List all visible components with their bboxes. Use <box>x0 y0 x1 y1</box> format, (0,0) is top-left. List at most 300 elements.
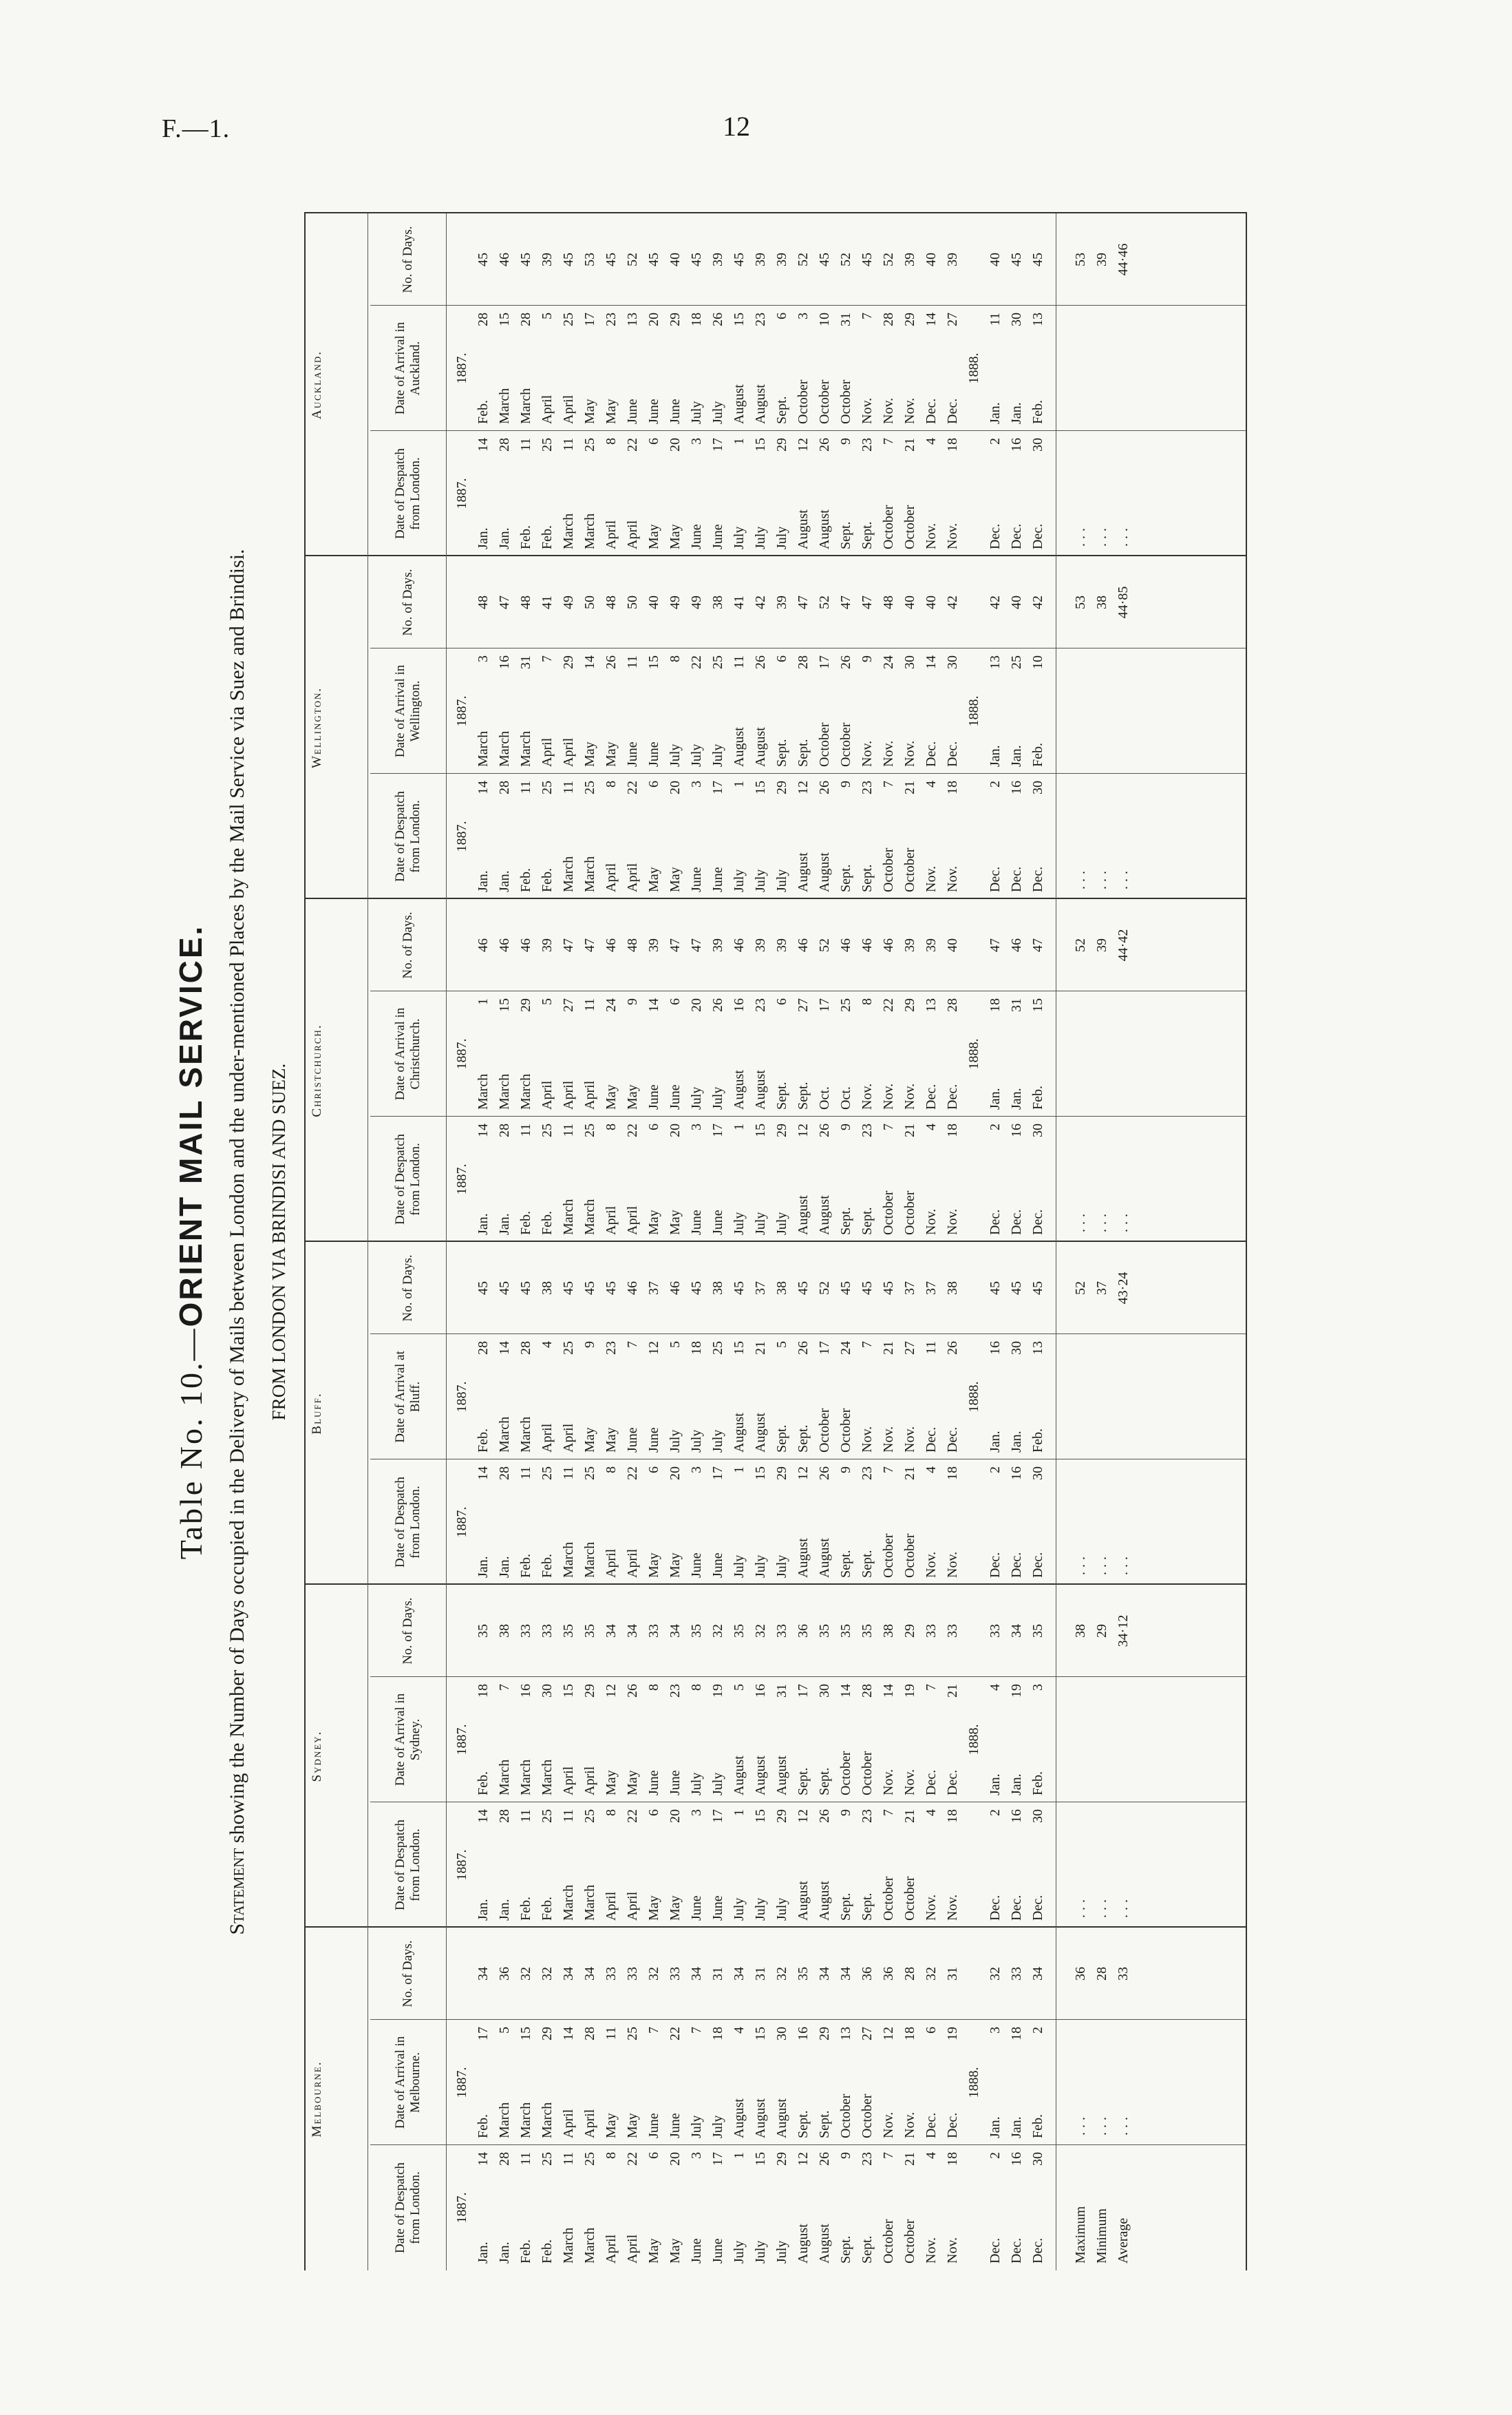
day-text: 23 <box>604 313 619 326</box>
month-text: Jan. <box>497 2242 512 2264</box>
despatch-date <box>707 1802 729 1928</box>
month-text: Dec. <box>1009 2237 1024 2264</box>
day-text: 12 <box>796 1809 811 1823</box>
day-text: 14 <box>497 1341 512 1355</box>
days-value: 47 <box>689 938 704 952</box>
despatch-date <box>515 1459 537 1585</box>
month-text: Dec. <box>1030 2237 1045 2264</box>
day-text: 19 <box>710 1684 725 1698</box>
month-text: August <box>753 727 768 767</box>
despatch-date <box>878 431 899 556</box>
despatch-date <box>729 1117 750 1242</box>
month-text: June <box>646 399 661 424</box>
day-text: 6 <box>774 313 789 319</box>
month-text: June <box>668 1770 683 1795</box>
day-text: 11 <box>561 438 576 452</box>
day-text: 11 <box>518 1124 533 1137</box>
despatch-date <box>857 431 878 556</box>
day-text: 2 <box>988 1466 1003 1473</box>
day-text: 15 <box>732 1341 747 1355</box>
arrival-date <box>558 1334 579 1459</box>
month-text: Dec. <box>945 1426 960 1453</box>
day-text: 24 <box>604 998 619 1012</box>
year-label: 1887. <box>454 1506 469 1538</box>
summary-label: Average <box>1116 2217 1131 2264</box>
column-body <box>451 306 1134 431</box>
arrival-date <box>707 2020 729 2145</box>
day-text: 7 <box>497 1684 512 1691</box>
days-value: 33 <box>668 1967 683 1981</box>
despatch-date <box>665 774 686 899</box>
despatch-date <box>579 2145 601 2270</box>
days-value: 33 <box>540 1624 555 1638</box>
month-text: August <box>732 384 747 424</box>
days-value: 41 <box>540 595 555 609</box>
day-text: 23 <box>860 1809 875 1823</box>
despatch-date <box>707 1117 729 1242</box>
days-value: 38 <box>540 1281 555 1295</box>
despatch-date <box>857 774 878 899</box>
blank-row <box>1113 991 1134 1117</box>
month-text: Dec. <box>988 866 1003 892</box>
month-text: July <box>732 1212 747 1235</box>
column-body <box>451 774 1134 899</box>
day-text: 15 <box>518 2027 533 2040</box>
month-text: March <box>518 730 533 767</box>
arrival-date <box>985 991 1006 1117</box>
arrival-date <box>835 648 857 774</box>
despatch-date <box>558 774 579 899</box>
arrival-date <box>835 1334 857 1459</box>
month-text: Sept. <box>796 1767 811 1795</box>
header-text: No. of Days. <box>401 911 415 979</box>
day-text: 13 <box>1030 313 1045 326</box>
day-text: 9 <box>582 1341 597 1348</box>
blank-row <box>1070 1677 1092 1802</box>
days-value: 49 <box>561 595 576 609</box>
arrival-column <box>370 2019 1247 2145</box>
month-text: Jan. <box>497 1899 512 1921</box>
page-number: 12 <box>723 111 750 142</box>
day-text: 14 <box>476 1466 491 1480</box>
month-text: Jan. <box>497 1213 512 1235</box>
day-text: 7 <box>689 2027 704 2034</box>
month-text: Oct. <box>817 1086 832 1110</box>
day-text: 2 <box>988 438 1003 445</box>
month-text: April <box>604 520 619 549</box>
blank-row <box>1113 1334 1134 1459</box>
day-text: 15 <box>561 1684 576 1698</box>
despatch-date <box>942 431 963 556</box>
day-text: 25 <box>710 655 725 669</box>
days-column <box>370 899 1247 991</box>
despatch-date <box>601 1117 622 1242</box>
month-text: Nov. <box>881 2111 896 2138</box>
arrival-date <box>473 306 494 431</box>
month-text: Nov. <box>860 1426 875 1453</box>
day-text: 29 <box>774 781 789 794</box>
month-text: October <box>902 1190 917 1235</box>
day-text: 31 <box>838 313 853 326</box>
despatch-date <box>793 1117 814 1242</box>
month-text: Dec. <box>1030 1209 1045 1235</box>
days-value: 45 <box>689 253 704 266</box>
arrival-date <box>857 1334 878 1459</box>
day-text: 20 <box>689 998 704 1012</box>
summary-dots: ... <box>1094 1552 1109 1575</box>
column-header <box>370 1117 446 1242</box>
days-value: 42 <box>988 595 1003 609</box>
arrival-date <box>793 306 814 431</box>
column-header <box>370 648 446 774</box>
despatch-date <box>622 1117 643 1242</box>
arrival-date <box>643 306 665 431</box>
arrival-column <box>370 1333 1247 1459</box>
column-body <box>451 1242 1134 1334</box>
month-text: April <box>582 2109 597 2138</box>
day-text: 31 <box>518 655 533 669</box>
day-text: 25 <box>625 2027 640 2040</box>
day-text: 8 <box>646 1684 661 1691</box>
month-text: Oct. <box>838 1086 853 1110</box>
day-text: 1 <box>732 1466 747 1473</box>
month-text: June <box>625 399 640 424</box>
month-text: July <box>732 2240 747 2264</box>
arrival-date <box>1006 648 1027 774</box>
day-text: 28 <box>796 655 811 669</box>
arrival-date <box>857 648 878 774</box>
despatch-column <box>370 430 1247 556</box>
despatch-date <box>1006 1802 1027 1928</box>
despatch-date <box>515 774 537 899</box>
days-value: 33 <box>518 1624 533 1638</box>
summary-dots: ... <box>1094 2113 1109 2135</box>
day-text: 12 <box>796 2152 811 2166</box>
header-text: Date of Despatch from London. <box>393 1134 423 1225</box>
day-text: 29 <box>774 438 789 452</box>
day-text: 3 <box>1030 1684 1045 1691</box>
month-text: March <box>582 513 597 549</box>
month-text: Feb. <box>1030 1086 1045 1110</box>
month-text: Sept. <box>838 1207 853 1235</box>
despatch-date <box>494 1117 515 1242</box>
days-value: 50 <box>625 595 640 609</box>
month-text: March <box>518 2102 533 2138</box>
despatch-date <box>579 1117 601 1242</box>
days-value: 33 <box>1009 1967 1024 1981</box>
day-text: 8 <box>604 2152 619 2159</box>
days-value: 45 <box>881 1281 896 1295</box>
day-text: 29 <box>902 998 917 1012</box>
month-text: August <box>753 2098 768 2138</box>
arrival-date <box>622 306 643 431</box>
arrival-date <box>579 648 601 774</box>
day-text: 13 <box>988 655 1003 669</box>
day-text: 6 <box>646 1809 661 1816</box>
month-text: Nov. <box>902 1426 917 1453</box>
despatch-date <box>1027 431 1049 556</box>
month-text: Sept. <box>860 2235 875 2264</box>
month-text: June <box>646 1427 661 1453</box>
despatch-date <box>942 1459 963 1585</box>
day-text: 30 <box>1030 2152 1045 2166</box>
arrival-date <box>793 1334 814 1459</box>
month-text: Feb. <box>1030 2114 1045 2138</box>
day-text: 20 <box>668 1124 683 1137</box>
days-value: 46 <box>518 938 533 952</box>
month-text: May <box>668 524 683 549</box>
month-text: Dec. <box>924 741 939 767</box>
column-header <box>370 556 446 648</box>
day-text: 11 <box>561 2152 576 2166</box>
month-text: Dec. <box>924 1426 939 1453</box>
day-text: 12 <box>604 1684 619 1698</box>
arrival-date <box>899 1334 921 1459</box>
day-text: 15 <box>753 2027 768 2040</box>
day-text: 17 <box>476 2027 491 2040</box>
statement-text: showing the Number of Days occupied in the Delivery of Mails between London and the under-mentioned Places by the Mail Service via Suez and Brindisi. <box>226 549 248 1844</box>
despatch-date <box>515 431 537 556</box>
day-text: 6 <box>646 1466 661 1473</box>
day-text: 21 <box>945 1684 960 1698</box>
month-text: June <box>689 1895 704 1921</box>
blank-row <box>451 1585 473 1677</box>
column-header-rule <box>446 1242 447 1585</box>
month-text: Dec. <box>1009 866 1024 892</box>
arrival-date <box>473 991 494 1117</box>
summary-dots: ... <box>1073 524 1088 547</box>
days-value: 34 <box>689 1967 704 1981</box>
day-text: 11 <box>604 2027 619 2040</box>
day-text: 25 <box>1009 655 1024 669</box>
days-value: 47 <box>1030 938 1045 952</box>
month-text: April <box>625 2234 640 2264</box>
day-text: 11 <box>582 998 597 1012</box>
day-text: 2 <box>988 1124 1003 1130</box>
day-text: 25 <box>582 781 597 794</box>
days-value: 32 <box>540 1967 555 1981</box>
day-text: 3 <box>988 2027 1003 2034</box>
arrival-date <box>899 991 921 1117</box>
summary-value: 44·42 <box>1116 929 1131 962</box>
day-text: 26 <box>817 1466 832 1480</box>
summary-dots: ... <box>1073 2113 1088 2135</box>
arrival-date <box>643 648 665 774</box>
month-text: July <box>732 1897 747 1921</box>
arrival-date <box>707 306 729 431</box>
month-text: May <box>604 399 619 424</box>
arrival-date <box>942 1334 963 1459</box>
day-text: 23 <box>668 1684 683 1698</box>
arrival-date <box>771 648 793 774</box>
table-bottom-rule <box>1246 212 1247 2270</box>
group-name: Wellington. <box>310 686 324 769</box>
arrival-date <box>814 648 835 774</box>
column-header-rule <box>446 213 447 556</box>
month-text: July <box>689 401 704 424</box>
month-text: Nov. <box>902 2111 917 2138</box>
month-text: Nov. <box>924 2237 939 2264</box>
day-text: 11 <box>561 781 576 794</box>
blank-row <box>963 774 985 899</box>
month-text: October <box>838 722 853 767</box>
days-value: 36 <box>796 1624 811 1638</box>
day-text: 12 <box>646 1341 661 1355</box>
day-text: 30 <box>774 2027 789 2040</box>
month-text: Nov. <box>924 523 939 549</box>
day-text: 16 <box>796 2027 811 2040</box>
month-text: April <box>561 1423 576 1453</box>
despatch-date <box>985 1117 1006 1242</box>
mail-delivery-table <box>304 212 1247 2270</box>
despatch-column <box>370 2144 1247 2270</box>
arrival-date <box>899 1677 921 1802</box>
summary-value: 38 <box>1094 595 1109 609</box>
despatch-date <box>985 431 1006 556</box>
day-text: 4 <box>924 1809 939 1816</box>
day-text: 5 <box>774 1341 789 1348</box>
month-text: April <box>582 1080 597 1110</box>
day-text: 25 <box>540 1124 555 1137</box>
arrival-date <box>985 2020 1006 2145</box>
column-header <box>370 991 446 1117</box>
blank-row <box>1049 213 1070 306</box>
days-value: 35 <box>838 1624 853 1638</box>
despatch-date <box>515 2145 537 2270</box>
despatch-date <box>857 1802 878 1928</box>
day-text: 28 <box>881 313 896 326</box>
despatch-column <box>370 1459 1247 1585</box>
day-text: 2 <box>988 2152 1003 2159</box>
days-value: 48 <box>518 595 533 609</box>
month-text: June <box>646 1770 661 1795</box>
day-text: 18 <box>945 781 960 794</box>
arrival-date <box>1027 2020 1049 2145</box>
month-text: May <box>668 2238 683 2264</box>
month-text: Nov. <box>945 865 960 892</box>
day-text: 5 <box>732 1684 747 1691</box>
header-text: Date of Arrival in Melbourne. <box>393 2036 423 2129</box>
blank-row <box>1049 306 1070 431</box>
days-value: 41 <box>732 595 747 609</box>
arrival-date <box>771 1677 793 1802</box>
month-text: May <box>604 2113 619 2138</box>
day-text: 29 <box>902 313 917 326</box>
day-text: 18 <box>689 1341 704 1355</box>
days-value: 34 <box>838 1967 853 1981</box>
day-text: 7 <box>860 1341 875 1348</box>
despatch-date <box>558 1802 579 1928</box>
despatch-column <box>370 773 1247 899</box>
month-text: October <box>838 1751 853 1795</box>
day-text: 11 <box>518 1466 533 1480</box>
month-text: Nov. <box>945 1551 960 1578</box>
day-text: 26 <box>604 655 619 669</box>
arrival-date <box>494 2020 515 2145</box>
despatch-date <box>878 1117 899 1242</box>
day-text: 29 <box>774 1809 789 1823</box>
days-value: 39 <box>710 938 725 952</box>
day-text: 22 <box>625 1809 640 1823</box>
arrival-date <box>729 306 750 431</box>
days-value: 47 <box>988 938 1003 952</box>
day-text: 17 <box>817 655 832 669</box>
month-text: March <box>561 1541 576 1578</box>
day-text: 8 <box>860 998 875 1005</box>
month-text: March <box>582 856 597 892</box>
summary-dots: ... <box>1073 1895 1088 1918</box>
despatch-date <box>729 2145 750 2270</box>
month-text: Feb. <box>518 1211 533 1235</box>
month-text: Nov. <box>860 1083 875 1110</box>
month-text: Nov. <box>924 865 939 892</box>
despatch-date <box>665 431 686 556</box>
header-text: Date of Arrival in Wellington. <box>393 664 423 758</box>
despatch-date <box>707 2145 729 2270</box>
arrival-date <box>665 991 686 1117</box>
days-column <box>370 556 1247 648</box>
days-value: 39 <box>945 253 960 266</box>
column-header <box>370 2020 446 2145</box>
day-text: 4 <box>924 1466 939 1473</box>
despatch-date <box>899 431 921 556</box>
day-text: 27 <box>561 998 576 1012</box>
days-value: 38 <box>945 1281 960 1295</box>
day-text: 30 <box>1030 1809 1045 1823</box>
month-text: March <box>582 2227 597 2264</box>
arrival-date <box>899 306 921 431</box>
month-text: Jan. <box>497 527 512 549</box>
month-text: July <box>689 1429 704 1453</box>
days-value: 46 <box>732 938 747 952</box>
day-text: 11 <box>561 1809 576 1823</box>
day-text: 28 <box>476 1341 491 1355</box>
day-text: 20 <box>668 781 683 794</box>
blank-row <box>1049 774 1070 899</box>
day-text: 28 <box>518 1341 533 1355</box>
day-text: 15 <box>753 1124 768 1137</box>
arrival-date <box>686 2020 707 2145</box>
month-text: Sept. <box>838 521 853 549</box>
day-text: 5 <box>497 2027 512 2034</box>
despatch-date <box>1006 1117 1027 1242</box>
day-text: 25 <box>540 1809 555 1823</box>
month-text: Nov. <box>860 740 875 767</box>
year-label: 1887. <box>454 1724 469 1755</box>
days-value: 39 <box>924 938 939 952</box>
month-text: Feb. <box>518 868 533 892</box>
year-label: 1887. <box>454 1163 469 1195</box>
month-text: May <box>646 867 661 892</box>
days-value: 34 <box>582 1967 597 1981</box>
month-text: July <box>774 869 789 892</box>
header-text: Date of Arrival in Sydney. <box>393 1693 423 1786</box>
month-text: March <box>518 1073 533 1110</box>
column-header <box>370 306 446 431</box>
year-label: 1887. <box>454 1038 469 1070</box>
arrival-date <box>579 991 601 1117</box>
day-text: 22 <box>689 655 704 669</box>
days-value: 32 <box>774 1967 789 1981</box>
day-text: 3 <box>796 313 811 319</box>
month-text: August <box>796 2224 811 2264</box>
day-text: 15 <box>497 998 512 1012</box>
blank-row <box>963 2145 985 2270</box>
days-value: 35 <box>817 1624 832 1638</box>
day-text: 15 <box>497 313 512 326</box>
arrival-date <box>707 991 729 1117</box>
despatch-date <box>985 1802 1006 1928</box>
